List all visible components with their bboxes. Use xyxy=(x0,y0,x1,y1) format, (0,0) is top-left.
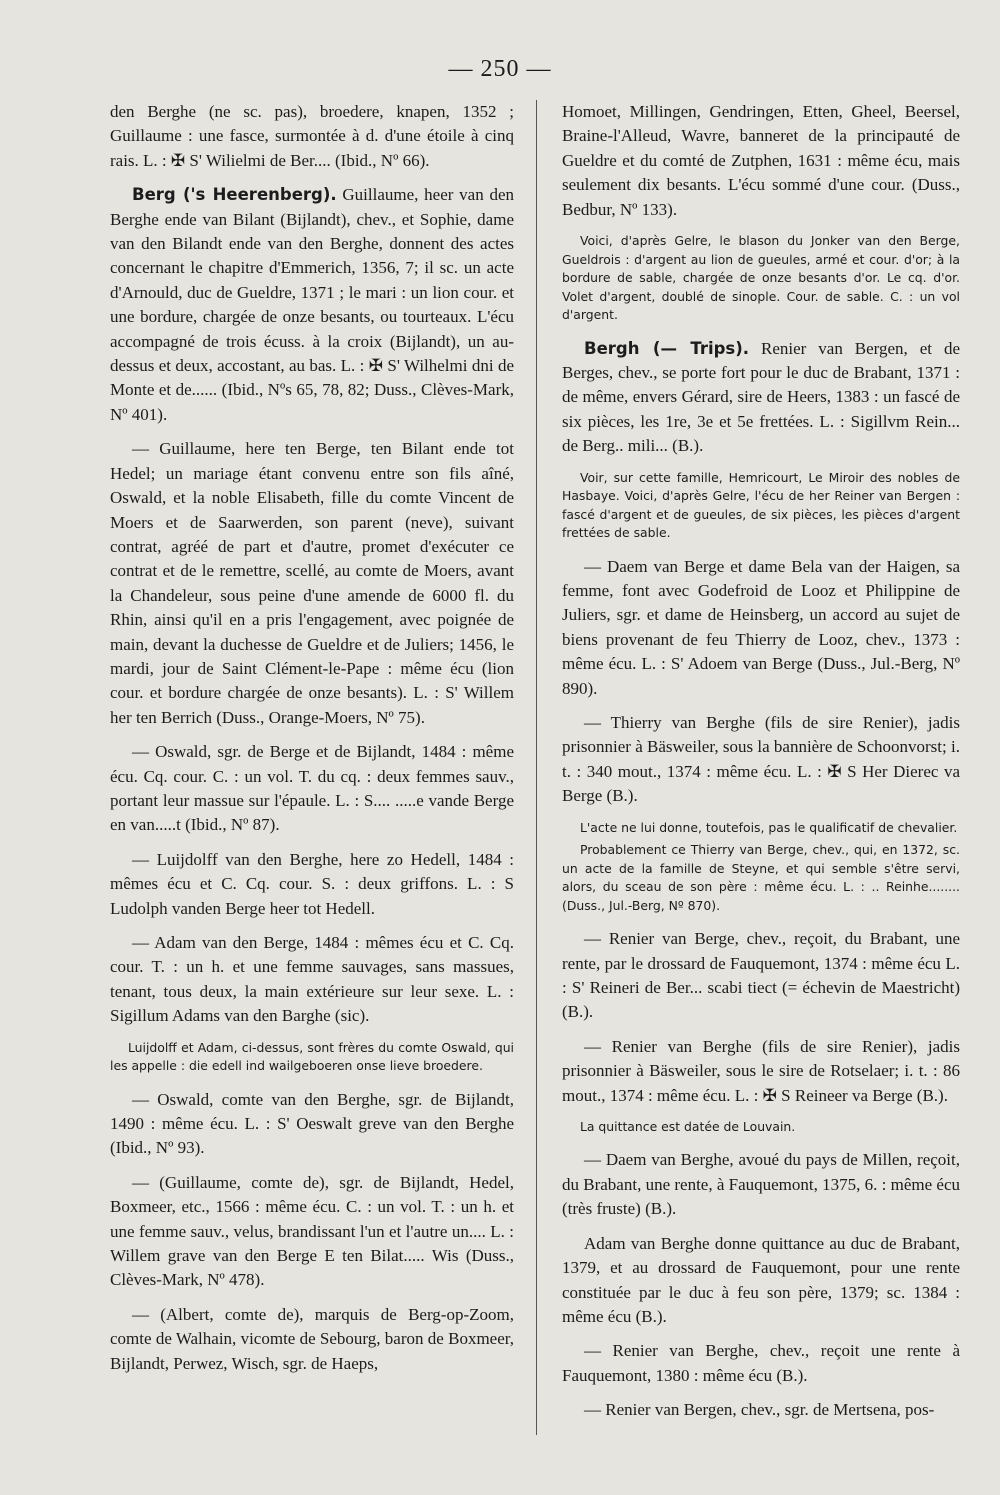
entry-text: den Berghe (ne sc. pas), broedere, knapen, 1352 ; Guillaume : une fasce, surmontée à d. d'une étoile à cinq rais. L. : ✠ S' Wilielmi de Ber.... (Ibid., Nº 66). xyxy=(110,102,514,170)
entry-text: — Daem van Berge et dame Bela van der Haigen, sa femme, font avec Godefroid de Looz et Philippine de Juliers, sgr. et dame de Heinsberg, un accord au sujet de biens provenant de feu Thierry de Looz, chev., 1373 : même écu. L. : S' Adoem van Berge (Duss., Jul.-Berg, Nº 890). xyxy=(562,556,960,698)
entry-text: — (Albert, comte de), marquis de Berg-op-Zoom, comte de Walhain, vicomte de Sebourg, baron de Boxmeer, Bijlandt, Perwez, Wisch, sgr. de Haeps, xyxy=(110,1304,514,1373)
entry-text: Homoet, Millingen, Gendringen, Etten, Gheel, Beersel, Braine-l'Alleud, Wavre, banneret de la principauté de Gueldre et du comté de Zutphen, 1631 : même écu, mais seulement dix besants. L'écu sommé d'une cour. (Duss., Bedbur, Nº 133). xyxy=(562,102,960,219)
entry-heading: Bergh (— Trips). xyxy=(584,338,750,358)
entry-text: — Oswald, sgr. de Berge et de Bijlandt, 1484 : même écu. Cq. cour. C. : un vol. T. du cq. : deux femmes sauv., portant leur massue sur l'épaule. L. : S.... .....e vande Berge en van.....t (Ibid., Nº 87). xyxy=(110,742,514,835)
entry-text: — Renier van Berge, chev., reçoit, du Brabant, une rente, par le drossard de Fauquemont, 1374 : même écu L. : S' Reineri de Ber... scabi tiect (= échevin de Maestricht) (B.). xyxy=(562,929,960,1022)
entry-text: Guillaume, heer van den Berghe ende van Bilant (Bijlandt), chev., et Sophie, dame van den Bilandt ende van den Berghe, donnent des actes concernant le chapitre d'Emmerich, 1356, 7; il sc. un acte d'Arnould, duc de Gueldre, 1371 ; le mari : un lion cour. et une bordure, chargée de onze besants, ou tourteaux. L'écu accompagné de trois écuss. à la croix (Bijlandt), un au-dessus et deux, accostant, au bas. L. : ✠ S' Wilhelmi dni de Monte et de...... (Ibid., Nºs 65, 78, 82; Duss., Clèves-Mark, Nº 401). xyxy=(110,185,514,424)
entry-note: Luijdolff et Adam, ci-dessus, sont frères du comte Oswald, qui les appelle : die edell ind wailgeboeren onse lieve broedere. xyxy=(110,1039,514,1074)
entry-note: Voici, d'après Gelre, le blason du Jonker van den Berge, Gueldrois : d'argent au lion de gueules, armé et cour. d'or; à la bordure de sable, chargée de onze besants d'or. Le cq. d'or. Volet d'argent, doublé de sinople. Cour. de sable. C. : un vol d'argent. xyxy=(562,233,960,323)
entry-text: — Guillaume, here ten Berge, ten Bilant ende tot Hedel; un mariage étant convenu entre son fils aîné, Oswald, et la noble Elisabeth, fille du comte Vincent de Moers et de Saarwerden, son parent (neve), suivant contrat, agréé de part et d'autre, promet d'exécuter ce contrat et de le remettre, scellé, au comte de Moers, avant la Chandeleur, sous peine d'une amende de 6000 fl. du Rhin, ainsi qu'il en a pris l'engagement, avec poignée de main, devant la duchesse de Gueldre et de Juliers; 1456, le mardi, jour de Saint Clément-le-Pape : même écu (lion cour. et bordure chargée de onze besants). L. : S' Willem her ten Berrich (Duss., Orange-Moers, Nº 75). xyxy=(110,439,514,727)
entry-text: — Daem van Berghe, avoué du pays de Millen, reçoit, du Brabant, une rente, à Fauquemont, 1375, 6. : même écu (très fruste) (B.). xyxy=(562,1150,960,1219)
entry-text: — Renier van Bergen, chev., sgr. de Mertsena, pos- xyxy=(584,1400,935,1420)
entry-text: — Renier van Berghe (fils de sire Renier), jadis prisonnier à Bäsweiler, sous le sire de Rotselaer; i. t. : 86 mout., 1374 : même écu. L. : ✠ S Reineer va Berge (B.). xyxy=(562,1036,960,1105)
entry-text: Adam van Berghe donne quittance au duc de Brabant, 1379, et au drossard de Fauquemont, pour une rente constituée par le duc à feu son père, 1379; sc. 1384 : même écu (B.). xyxy=(562,1233,960,1326)
entry-text: — Thierry van Berghe (fils de sire Renier), jadis prisonnier à Bäsweiler, sous la bannière de Schoonvorst; i. t. : 340 mout., 1374 : même écu. L. : ✠ S Her Dierec va Berge (B.). xyxy=(562,713,960,806)
entry-bergh xyxy=(562,337,960,459)
entry-berg xyxy=(110,183,514,427)
entry-note: Voir, sur cette famille, Hemricourt, Le Miroir des nobles de Hasbaye. Voici, d'après Gelre, l'écu de her Reiner van Bergen : fascé d'argent et de gueules, de six pièces, les pièces d'argent frettées de sable. xyxy=(562,469,960,541)
entry-text: Renier van Bergen, et de Berges, chev., se porte fort pour le duc de Brabant, 1371 : de même, envers Gérard, sire de Heers, 1383 : un fascé de six pièces, les 1re, 3e et 5e frettées. L. : Sigillvm Rein... de Berg.. mili... (B.). xyxy=(562,338,960,456)
entry-text: — Luijdolff van den Berghe, here zo Hedell, 1484 : mêmes écu et C. Cq. cour. S. : deux griffons. L. : S Ludolph vanden Berge heer tot Hedell. xyxy=(110,849,514,918)
page-number: — 250 — xyxy=(448,56,552,82)
entry-text: — Adam van den Berge, 1484 : mêmes écu et C. Cq. cour. T. : un h. et une femme sauvages, sans massues, tenant, tous deux, la main extérieure sur leur sexe. L. : Sigillum Adams van den Barghe (sic). xyxy=(110,933,514,1026)
left-column xyxy=(110,100,514,1386)
entry-note: L'acte ne lui donne, toutefois, pas le qualificatif de chevalier. xyxy=(580,819,958,835)
entry-text: — Renier van Berghe, chev., reçoit une rente à Fauquemont, 1380 : même écu (B.). xyxy=(562,1341,960,1385)
right-column xyxy=(562,100,960,1433)
column-divider xyxy=(536,100,537,1435)
entry-text: — Oswald, comte van den Berghe, sgr. de Bijlandt, 1490 : même écu. L. : S' Oeswalt greve van den Berghe (Ibid., Nº 93). xyxy=(110,1089,514,1158)
entry-text: — (Guillaume, comte de), sgr. de Bijlandt, Hedel, Boxmeer, etc., 1566 : même écu. C. : un vol. T. : un h. et une femme sauv., velus, brandissant l'un et l'autre un.... L. : Willem grave van den Berge E ten Bilat..... Wis (Duss., Clèves-Mark, Nº 478). xyxy=(110,1172,514,1290)
entry-note: Probablement ce Thierry van Berge, chev., qui, en 1372, sc. un acte de la famille de Steyne, et qui semble s'être servi, alors, du sceau de son père : même écu. L. : .. Reinhe........ (Duss., Jul.-Berg, Nº 870). xyxy=(562,842,960,913)
entry-heading: Berg ('s Heerenberg). xyxy=(132,185,337,205)
entry-note: La quittance est datée de Louvain. xyxy=(580,1118,796,1134)
